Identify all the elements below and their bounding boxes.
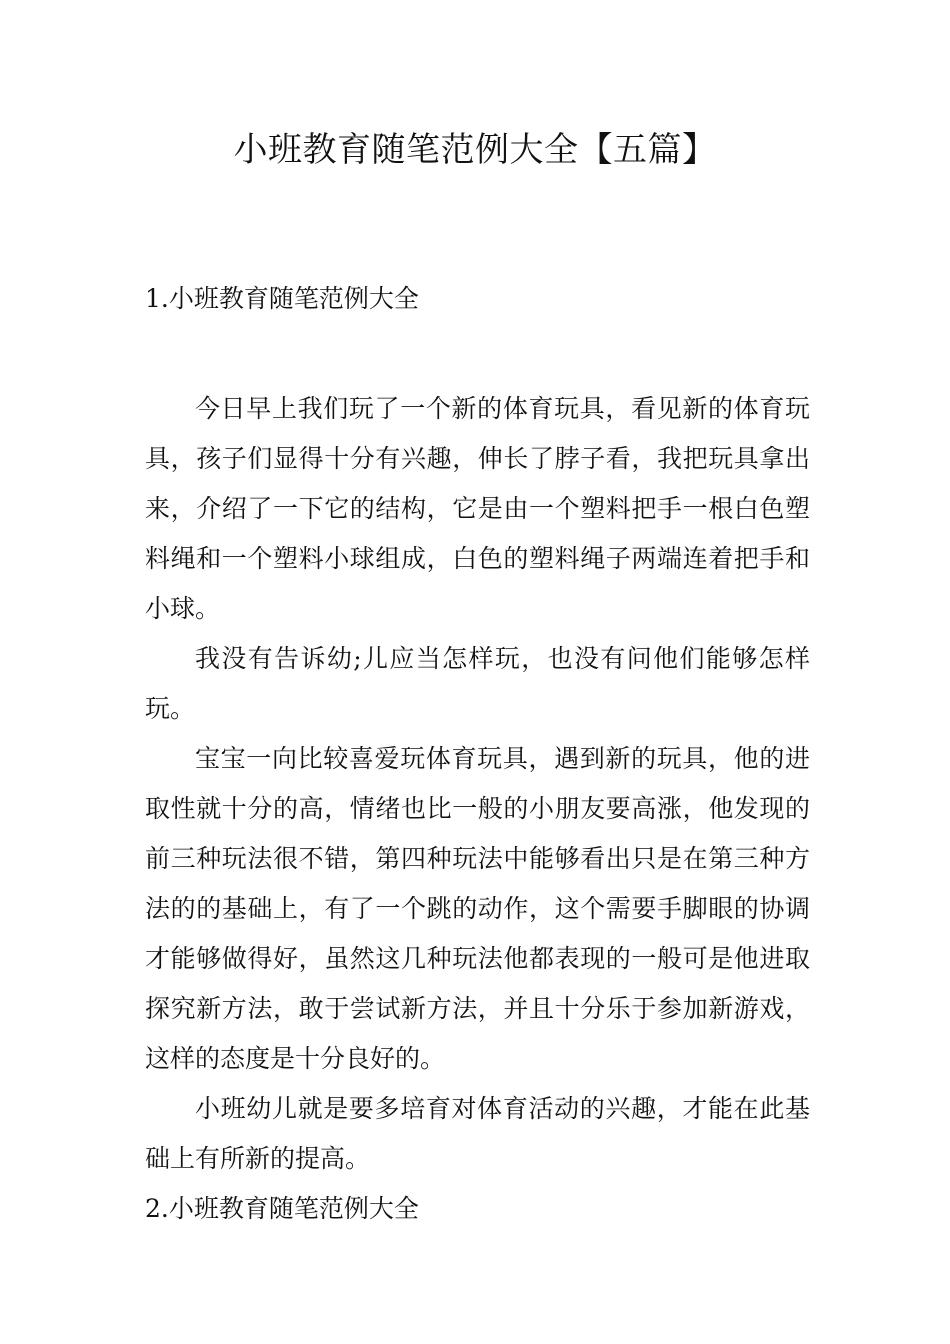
paragraph-4: 小班幼儿就是要多培育对体育活动的兴趣，才能在此基础上有所新的提高。 xyxy=(145,1094,810,1173)
paragraph-1: 今日早上我们玩了一个新的体育玩具，看见新的体育玩具，孩子们显得十分有兴趣，伸长了脖子看，我把玩具拿出来，介绍了一下它的结构，它是由一个塑料把手一根白色塑料绳和一个塑料小球组成，白色的塑料绳子两端连着把手和小球。 xyxy=(145,394,810,623)
paragraph-2: 我没有告诉幼;儿应当怎样玩，也没有问他们能够怎样玩。 xyxy=(145,644,810,723)
document-body xyxy=(145,274,810,1234)
section-heading-2: 2.小班教育随笔范例大全 xyxy=(145,1194,419,1223)
paragraph-3: 宝宝一向比较喜爱玩体育玩具，遇到新的玩具，他的进取性就十分的高，情绪也比一般的小朋友要高涨，他发现的前三种玩法很不错，第四种玩法中能够看出只是在第三种方法的的基础上，有了一个跳的动作，这个需要手脚眼的协调才能够做得好，虽然这几种玩法他都表现的一般可是他进取探究新方法，敢于尝试新方法，并且十分乐于参加新游戏，这样的态度是十分良好的。 xyxy=(145,744,810,1073)
document-title: 小班教育随笔范例大全【五篇】 xyxy=(233,130,717,170)
section-spacer xyxy=(145,324,810,384)
section-heading-1: 1.小班教育随笔范例大全 xyxy=(145,284,419,313)
